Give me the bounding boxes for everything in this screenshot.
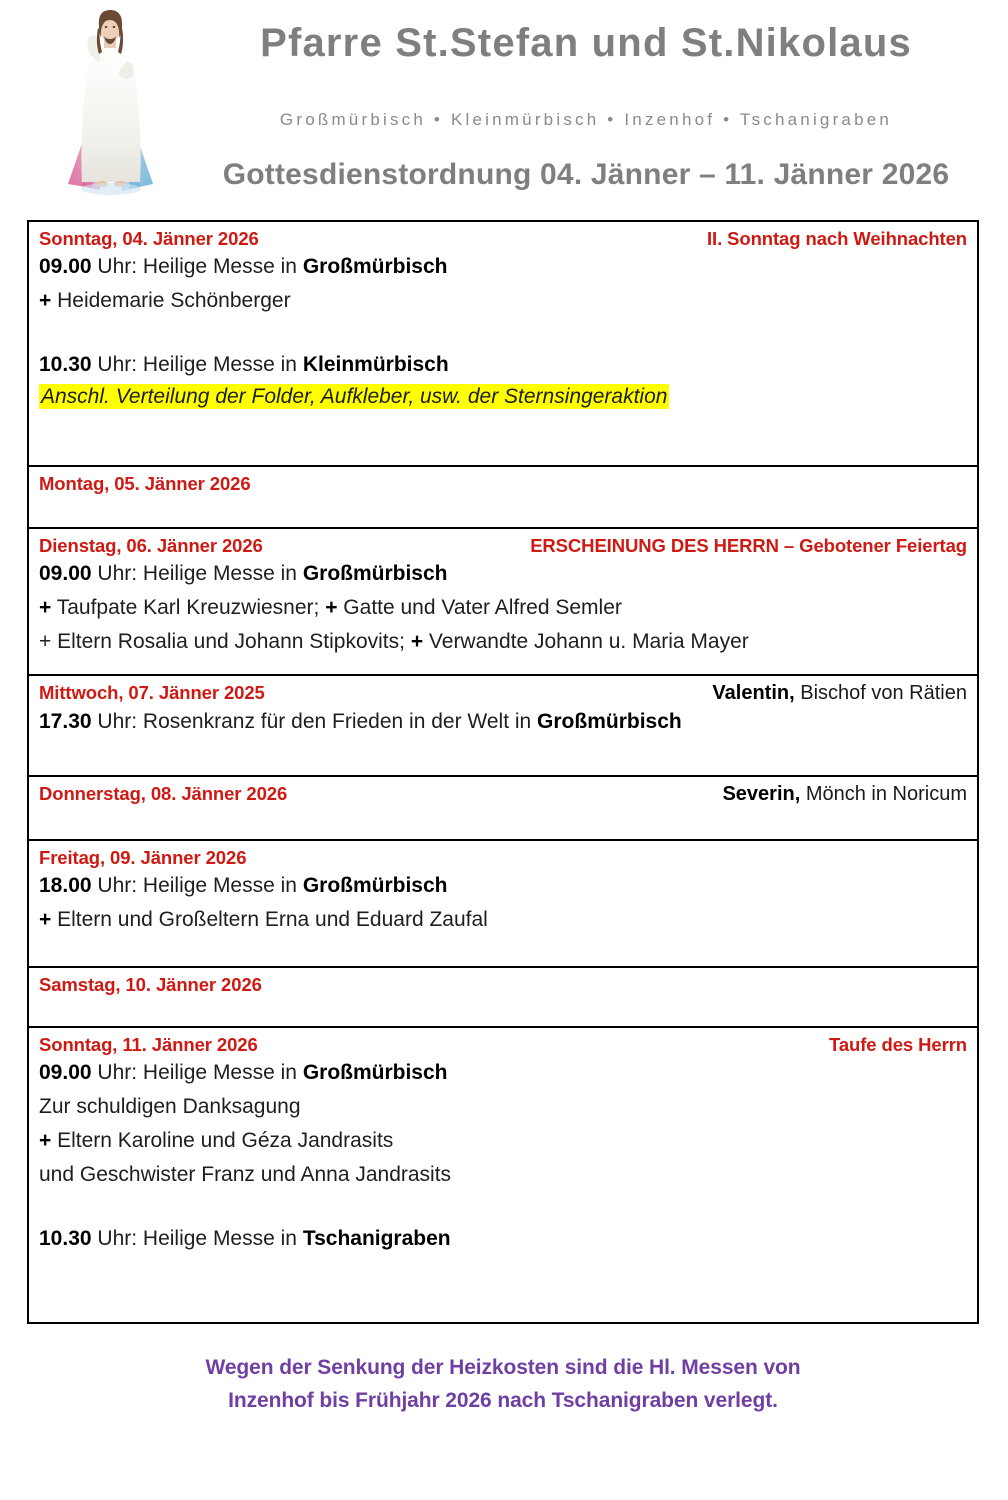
service-line <box>39 705 967 739</box>
service-time: 10.30 <box>39 353 92 377</box>
service-text: Uhr: Heilige Messe in <box>91 562 303 585</box>
service-text: Uhr: Heilige Messe in <box>91 1061 303 1084</box>
intention-text: Eltern Karoline und Géza Jandrasits <box>51 1129 394 1153</box>
service-time: 18.00 <box>39 874 92 897</box>
line-spacer <box>39 1192 967 1222</box>
footer-notice-line-1: Wegen der Senkung der Heizkosten sind die Hl. Messen von <box>205 1356 801 1379</box>
day-header <box>39 228 967 250</box>
table-row <box>29 777 977 841</box>
cross-symbol: + <box>39 1129 52 1153</box>
day-header <box>39 974 967 996</box>
service-time: 17.30 <box>39 710 92 733</box>
service-place: Kleinmürbisch <box>302 353 449 377</box>
day-date: Montag, 05. Jänner 2026 <box>39 473 251 494</box>
service-text: Uhr: Heilige Messe in <box>91 1227 303 1251</box>
cross-symbol: + <box>39 908 52 932</box>
highlighted-announcement: Anschl. Verteilung der Folder, Aufkleber, usw. der Sternsingeraktion <box>41 385 668 409</box>
day-liturgical-note: II. Sonntag nach Weihnachten <box>707 228 967 249</box>
intention-line <box>39 625 967 659</box>
service-time: 09.00 <box>39 255 92 278</box>
footer-notice <box>27 1352 979 1417</box>
saint-name: Severin, <box>722 783 801 805</box>
day-date: Mittwoch, 07. Jänner 2025 <box>39 682 265 703</box>
intention-line: Zur schuldigen Danksagung <box>39 1095 301 1119</box>
line-spacer <box>39 318 967 348</box>
table-row <box>29 676 977 777</box>
intention-text: Eltern und Großeltern Erna und Eduard Zaufal <box>51 908 488 932</box>
divine-mercy-jesus-image <box>58 6 163 198</box>
intention-line <box>39 591 967 625</box>
intention-line <box>39 903 967 937</box>
intention-text: Heidemarie Schönberger <box>51 289 291 313</box>
service-text: Uhr: Rosenkranz für den Frieden in der Welt in <box>91 710 538 733</box>
parish-villages-subtitle: Großmürbisch • Kleinmürbisch • Inzenhof • Tschanigraben <box>279 110 893 129</box>
saint-description: Mönch in Noricum <box>800 783 967 805</box>
service-line <box>39 250 967 284</box>
day-header <box>39 783 967 806</box>
service-line <box>39 869 967 903</box>
day-date: Donnerstag, 08. Jänner 2026 <box>39 783 288 804</box>
service-place: Großmürbisch <box>302 874 448 897</box>
service-text: Uhr: Heilige Messe in <box>91 353 303 377</box>
service-schedule-table <box>27 220 979 1324</box>
service-place: Großmürbisch <box>302 1061 448 1084</box>
day-date: Freitag, 09. Jänner 2026 <box>39 847 247 868</box>
table-row <box>29 467 977 529</box>
page-header <box>0 0 1008 210</box>
table-row <box>29 1028 977 1322</box>
service-line <box>39 1222 967 1256</box>
intention-line <box>39 1124 967 1158</box>
table-row <box>29 529 977 676</box>
day-header <box>39 682 967 705</box>
cross-symbol: + <box>39 289 52 313</box>
cross-symbol: + <box>39 630 52 654</box>
cross-symbol: + <box>410 630 424 654</box>
day-date: Sonntag, 04. Jänner 2026 <box>39 228 259 249</box>
service-place: Tschanigraben <box>302 1227 451 1251</box>
service-time: 10.30 <box>39 1227 92 1251</box>
page-title: Pfarre St.Stefan und St.Nikolaus <box>260 21 912 65</box>
table-row <box>29 968 977 1028</box>
announcement-line <box>39 382 967 412</box>
table-row <box>29 222 977 467</box>
service-text: Uhr: Heilige Messe in <box>91 874 303 897</box>
intention-line: und Geschwister Franz und Anna Jandrasits <box>39 1163 452 1187</box>
day-date: Dienstag, 06. Jänner 2026 <box>39 535 263 556</box>
intention-text: Gatte und Vater Alfred Semler <box>337 596 622 620</box>
service-schedule-date-range: Gottesdienstordnung 04. Jänner – 11. Jänner 2026 <box>222 158 950 191</box>
day-header <box>39 535 967 557</box>
service-place: Großmürbisch <box>302 562 448 585</box>
cross-symbol: + <box>39 596 52 620</box>
day-header <box>39 847 967 869</box>
service-line <box>39 557 967 591</box>
service-time: 09.00 <box>39 1061 92 1084</box>
service-line <box>39 1056 967 1090</box>
day-header <box>39 473 967 495</box>
service-time: 09.00 <box>39 562 92 585</box>
intention-text: Eltern Rosalia und Johann Stipkovits; <box>51 630 411 654</box>
service-place: Großmürbisch <box>302 255 448 278</box>
service-text: Uhr: Heilige Messe in <box>91 255 303 278</box>
day-liturgical-note: ERSCHEINUNG DES HERRN – Gebotener Feiertag <box>530 535 967 556</box>
intention-text: Taufpate Karl Kreuzwiesner; <box>51 596 326 620</box>
day-date: Sonntag, 11. Jänner 2026 <box>39 1034 258 1055</box>
service-place: Großmürbisch <box>537 710 682 733</box>
saint-description: Bischof von Rätien <box>794 682 967 704</box>
saint-of-the-day <box>712 682 967 705</box>
day-header <box>39 1034 967 1056</box>
cross-symbol: + <box>325 596 338 620</box>
saint-of-the-day <box>722 783 967 806</box>
day-liturgical-note: Taufe des Herrn <box>829 1034 967 1055</box>
day-date: Samstag, 10. Jänner 2026 <box>39 974 262 995</box>
footer-notice-line-2: Inzenhof bis Frühjahr 2026 nach Tschanigraben verlegt. <box>228 1388 778 1412</box>
saint-name: Valentin, <box>712 682 795 704</box>
table-row <box>29 841 977 968</box>
service-line <box>39 348 967 382</box>
intention-line <box>39 284 967 318</box>
intention-text: Verwandte Johann u. Maria Mayer <box>423 630 749 654</box>
